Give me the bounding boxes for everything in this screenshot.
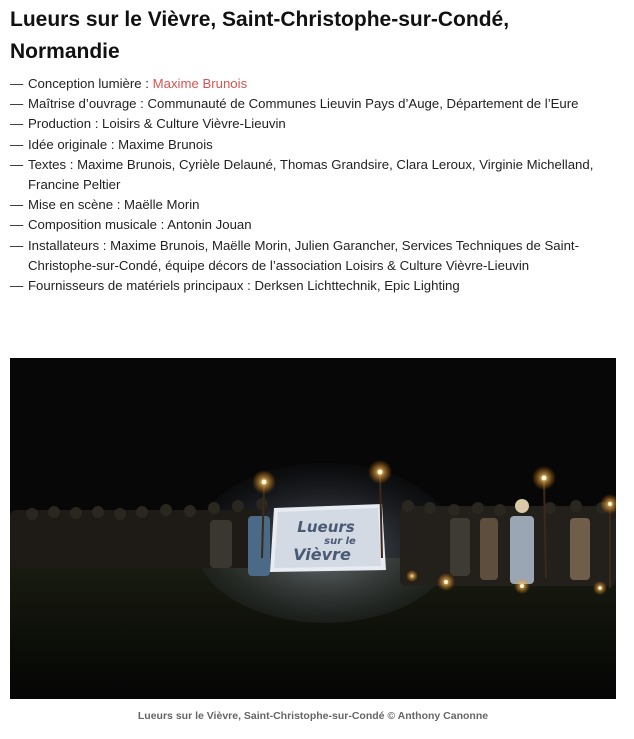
credit-label: Idée originale : Maxime Brunois <box>28 136 213 152</box>
credit-label: Mise en scène : Maëlle Morin <box>28 197 200 213</box>
credit-item <box>10 215 618 235</box>
page-title: Lueurs sur le Vièvre, Saint-Christophe-sur-Condé, Normandie <box>10 8 510 63</box>
credit-item <box>10 155 618 195</box>
event-photo <box>10 358 616 699</box>
bullet-dash: — <box>10 136 24 152</box>
credit-item <box>10 236 618 276</box>
bullet-dash: — <box>10 96 24 112</box>
credit-item <box>10 94 618 114</box>
designer-link[interactable]: Maxime Brunois <box>152 76 248 91</box>
photo-caption: Lueurs sur le Vièvre, Saint-Christophe-sur-Condé © Anthony Canonne <box>137 710 489 722</box>
bullet-dash: — <box>10 197 24 213</box>
credit-label: Fournisseurs de matériels principaux : Derksen Lichttechnik, Epic Lighting <box>28 278 460 294</box>
bullet-dash: — <box>10 217 24 233</box>
credit-item <box>10 195 618 215</box>
bullet-dash: — <box>10 76 24 91</box>
credit-label: Composition musicale : Antonin Jouan <box>28 217 252 233</box>
credit-label: Textes : Maxime Brunois, Cyrièle Delauné, Thomas Grandsire, Clara Leroux, Virginie Michelland, Francine Peltier <box>28 156 594 193</box>
bullet-dash: — <box>10 156 24 172</box>
bullet-dash: — <box>10 237 24 253</box>
bullet-dash: — <box>10 278 24 294</box>
banner-text-2: sur le <box>324 536 356 547</box>
credit-label: Conception lumière : <box>28 76 153 91</box>
credit-item <box>10 276 618 296</box>
credit-item <box>10 135 618 155</box>
credit-label: Maîtrise d’ouvrage : Communauté de Communes Lieuvin Pays d’Auge, Département de l’Eure <box>28 96 579 112</box>
banner-text-3: Vièvre <box>293 545 351 564</box>
credit-item <box>10 114 618 134</box>
banner-text-1: Lueurs <box>297 518 355 536</box>
credits-list <box>10 74 618 296</box>
night-scene-illustration <box>10 358 616 699</box>
credit-label: Production : Loisirs & Culture Vièvre-Lieuvin <box>28 116 286 132</box>
festival-banner <box>270 504 386 572</box>
bullet-dash: — <box>10 116 24 132</box>
credit-label: Installateurs : Maxime Brunois, Maëlle Morin, Julien Garancher, Services Techniques de Saint-Christophe-sur-Condé, équipe décors de l’association Loisirs & Culture Vièvre-Lieuvin <box>28 237 579 273</box>
credit-item <box>10 74 618 94</box>
